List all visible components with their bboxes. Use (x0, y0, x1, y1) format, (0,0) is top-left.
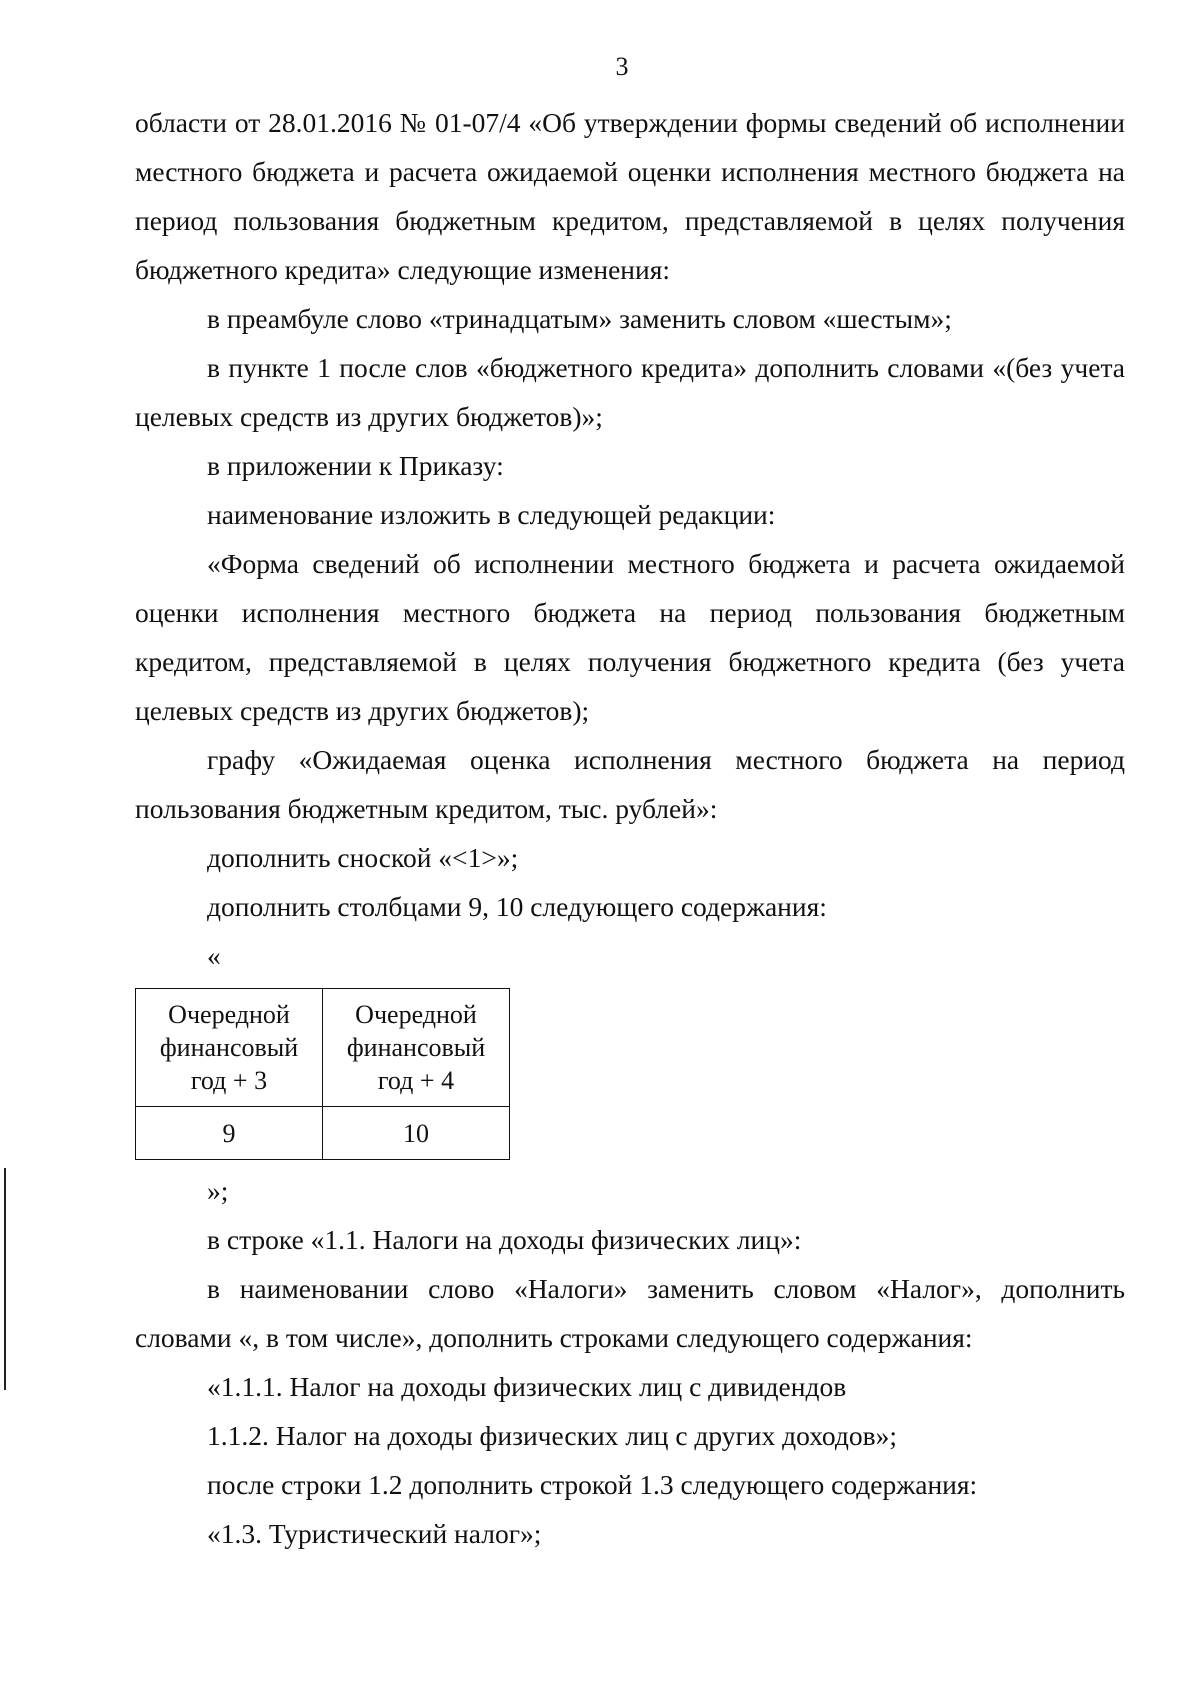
column-9-header (136, 989, 323, 1107)
column-10-header (323, 989, 510, 1107)
paragraph-column-expected: графу «Ожидаемая оценка исполнения местного бюджета на период пользования бюджетным кредитом, тыс. рублей»: (135, 744, 1125, 824)
column-10-header-line: Очередной (355, 1000, 477, 1029)
column-10-number: 10 (323, 1107, 510, 1160)
paragraph-row-1-1-1: «1.1.1. Налог на доходы физических лиц с дивидендов (207, 1371, 847, 1402)
page-number: 3 (615, 52, 629, 81)
paragraph-preamble-change: в преамбуле слово «тринадцатым» заменить словом «шестым»; (207, 303, 952, 334)
paragraph-add-columns: дополнить столбцами 9, 10 следующего содержания: (207, 891, 827, 922)
column-9-header-line: финансовый (159, 1033, 299, 1062)
paragraph-row-1-1: в строке «1.1. Налоги на доходы физических лиц»: (207, 1224, 802, 1255)
paragraph-form-name: «Форма сведений об исполнении местного бюджета и расчета ожидаемой оценки исполнения местного бюджета на период пользования бюджетным кредитом, представляемой в целях получения бюджетного кредита (без учета целевых средств из других бюджетов); (135, 548, 1125, 726)
column-10-header-line: год + 4 (377, 1066, 455, 1095)
column-9-header-line: Очередной (168, 1000, 290, 1029)
quote-close: »; (207, 1175, 229, 1206)
paragraph-point-1-change: в пункте 1 после слов «бюджетного кредита» дополнить словами «(без учета целевых средств из других бюджетов)»; (135, 352, 1125, 432)
column-9-header-line: год + 3 (190, 1066, 268, 1095)
column-9-number: 9 (136, 1107, 323, 1160)
table-header-row (136, 989, 510, 1107)
paragraph-row-1-1-name-change: в наименовании слово «Налоги» заменить словом «Налог», дополнить словами «, в том числе», дополнить строками следующего содержания: (135, 1273, 1125, 1353)
paragraph-add-row-1-3: после строки 1.2 дополнить строкой 1.3 следующего содержания: (207, 1469, 978, 1500)
document-body (135, 98, 1125, 1558)
margin-scan-line (4, 1168, 6, 1390)
paragraph-row-1-3: «1.3. Туристический налог»; (207, 1518, 542, 1549)
table-number-row (136, 1107, 510, 1160)
paragraph-footnote: дополнить сноской «<1>»; (207, 842, 519, 873)
paragraph-intro: области от 28.01.2016 № 01-07/4 «Об утверждении формы сведений об исполнении местного бюджета и расчета ожидаемой оценки исполнения местного бюджета на период пользования бюджетным кредитом, представляемой в целях получения бюджетного кредита» следующие изменения: (135, 107, 1125, 285)
paragraph-name-change: наименование изложить в следующей редакции: (207, 499, 776, 530)
quote-open: « (207, 940, 221, 971)
columns-table (135, 988, 510, 1160)
paragraph-row-1-1-2: 1.1.2. Налог на доходы физических лиц с других доходов»; (207, 1420, 897, 1451)
paragraph-appendix: в приложении к Приказу: (207, 450, 504, 481)
column-10-header-line: финансовый (346, 1033, 486, 1062)
